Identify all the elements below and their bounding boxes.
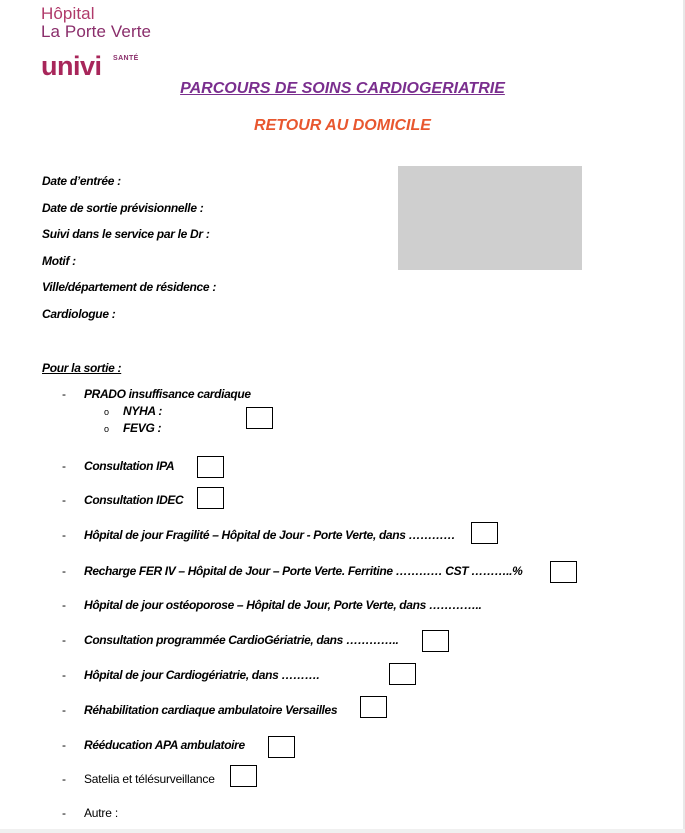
item-hdj-osteoporose: Hôpital de jour ostéoporose – Hôpital de Jour, Porte Verte, dans ………….. <box>84 598 482 612</box>
checkbox-rehabilitation-cardiaque[interactable] <box>360 696 387 718</box>
field-motif: Motif : <box>42 254 76 268</box>
checkbox-hdj-cardiogeriatrie[interactable] <box>389 663 416 685</box>
document-subtitle: RETOUR AU DOMICILE <box>254 117 431 134</box>
sub-bullet: o <box>104 407 110 417</box>
field-date-sortie: Date de sortie prévisionnelle : <box>42 201 204 215</box>
item-autre: Autre : <box>84 806 118 820</box>
field-cardiologue: Cardiologue : <box>42 307 116 321</box>
list-dash: - <box>62 564 66 578</box>
item-hdj-fragilite: Hôpital de jour Fragilité – Hôpital de Jour - Porte Verte, dans ………… <box>84 528 456 542</box>
field-ville: Ville/département de résidence : <box>42 280 217 294</box>
list-dash: - <box>62 806 66 820</box>
item-hdj-cardiogeriatrie: Hôpital de jour Cardiogériatrie, dans ………. <box>84 668 320 682</box>
checkbox-satelia[interactable] <box>230 765 257 787</box>
item-recharge-fer: Recharge FER IV – Hôpital de Jour – Porte Verte. Ferritine ………… CST ………..% <box>84 564 523 578</box>
univi-sante-label: SANTÉ <box>113 55 139 62</box>
sub-bullet: o <box>104 424 110 434</box>
checkbox-reeducation-apa[interactable] <box>268 736 295 758</box>
checkbox-consultation-ipa[interactable] <box>197 456 224 478</box>
list-dash: - <box>62 772 66 786</box>
checkbox-consultation-cardiogeriatrie[interactable] <box>422 630 449 652</box>
list-dash: - <box>62 668 66 682</box>
list-dash: - <box>62 703 66 717</box>
item-consultation-ipa: Consultation IPA <box>84 459 175 473</box>
item-reeducation-apa: Rééducation APA ambulatoire <box>84 738 245 752</box>
item-rehabilitation-cardiaque: Réhabilitation cardiaque ambulatoire Versailles <box>84 703 338 717</box>
logo-hospital-word: Hôpital <box>41 4 95 23</box>
list-dash: - <box>62 387 66 401</box>
logo-hospital-name: La Porte Verte <box>41 22 152 41</box>
field-suivi-dr: Suivi dans le service par le Dr : <box>42 227 210 241</box>
list-dash: - <box>62 528 66 542</box>
sub-item-nyha: NYHA : <box>123 404 163 418</box>
item-prado: PRADO insuffisance cardiaque <box>84 387 251 401</box>
univi-logo <box>41 51 102 81</box>
list-dash: - <box>62 598 66 612</box>
document-title: PARCOURS DE SOINS CARDIOGERIATRIE <box>180 80 505 97</box>
list-dash: - <box>62 459 66 473</box>
sub-item-fevg: FEVG : <box>123 421 162 435</box>
field-date-entree: Date d’entrée : <box>42 174 121 188</box>
item-consultation-idec: Consultation IDEC <box>84 493 184 507</box>
checkbox-hdj-fragilite[interactable] <box>471 522 498 544</box>
list-dash: - <box>62 633 66 647</box>
hospital-logo <box>41 4 152 81</box>
checkbox-consultation-idec[interactable] <box>197 487 224 509</box>
checkbox-recharge-fer[interactable] <box>550 561 577 583</box>
page-bottom-edge <box>0 829 685 833</box>
checkbox-prado[interactable] <box>246 407 273 429</box>
list-dash: - <box>62 493 66 507</box>
item-satelia: Satelia et télésurveillance <box>84 772 215 786</box>
patient-label-placeholder <box>398 166 582 270</box>
section-heading-sortie: Pour la sortie : <box>42 361 122 375</box>
univi-brand: univi <box>41 51 102 81</box>
list-dash: - <box>62 738 66 752</box>
item-consultation-cardiogeriatrie: Consultation programmée CardioGériatrie, dans ………….. <box>84 633 399 647</box>
